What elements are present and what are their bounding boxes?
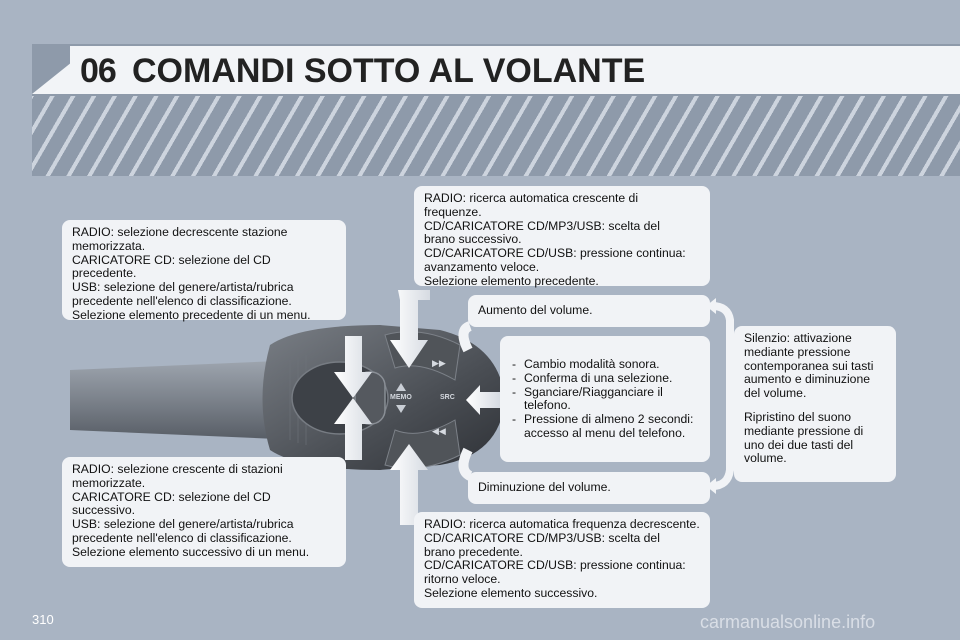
page-title: COMANDI SOTTO AL VOLANTE (132, 52, 646, 90)
box-src (500, 336, 710, 462)
bracket-volume-down (463, 450, 470, 476)
src-label: SRC (440, 394, 455, 401)
src-item: - Sganciare/Riagganciare il telefono. (510, 386, 700, 414)
box-top-center: RADIO: ricerca automatica crescente di frequenze. CD/CARICATORE CD/MP3/USB: scelta del brano successivo. CD/CARICATORE CD/USB: pressione continua: avanzamento veloce. Selezione elemento precedente. (414, 186, 710, 286)
page-number: 310 (32, 612, 54, 627)
prev-icon: ◀◀ (432, 426, 446, 436)
next-icon: ▶▶ (432, 358, 446, 368)
bracket-mute (712, 306, 730, 486)
box-volume-down: Diminuzione del volume. (468, 472, 710, 504)
box-top-left: RADIO: selezione decrescente stazione memorizzata. CARICATORE CD: selezione del CD precedente. USB: selezione del genere/artista/rubrica precedente nell'elenco di classificazione. Selezione elemento precedente di un menu. (62, 220, 346, 320)
chapter-number: 06 (80, 52, 116, 90)
box-bottom-left: RADIO: selezione crescente di stazioni memorizzate. CARICATORE CD: selezione del CD successivo. USB: selezione del genere/artista/rubrica precedente nell'elenco di classificazione. Selezione elemento successivo di un menu. (62, 457, 346, 567)
memo-label: MEMO (390, 394, 412, 401)
src-item: - Conferma di una selezione. (510, 372, 700, 386)
box-volume-up: Aumento del volume. (468, 295, 710, 327)
watermark: carmanualsonline.info (700, 612, 876, 632)
src-item: - Pressione di almeno 2 secondi: accesso al menu del telefono. (510, 413, 700, 441)
box-bottom-center: RADIO: ricerca automatica frequenza decrescente. CD/CARICATORE CD/MP3/USB: scelta del brano precedente. CD/CARICATORE CD/USB: pressione continua: ritorno veloce. Selezione elemento successivo. (414, 512, 710, 608)
src-item: - Cambio modalità sonora. (510, 358, 700, 372)
bracket-volume-up (463, 326, 470, 350)
box-mute: Silenzio: attivazione mediante pressione contemporanea sui tasti aumento e diminuzione del volume. Ripristino del suono mediante pressione di uno dei due tasti del volume. (734, 326, 896, 482)
